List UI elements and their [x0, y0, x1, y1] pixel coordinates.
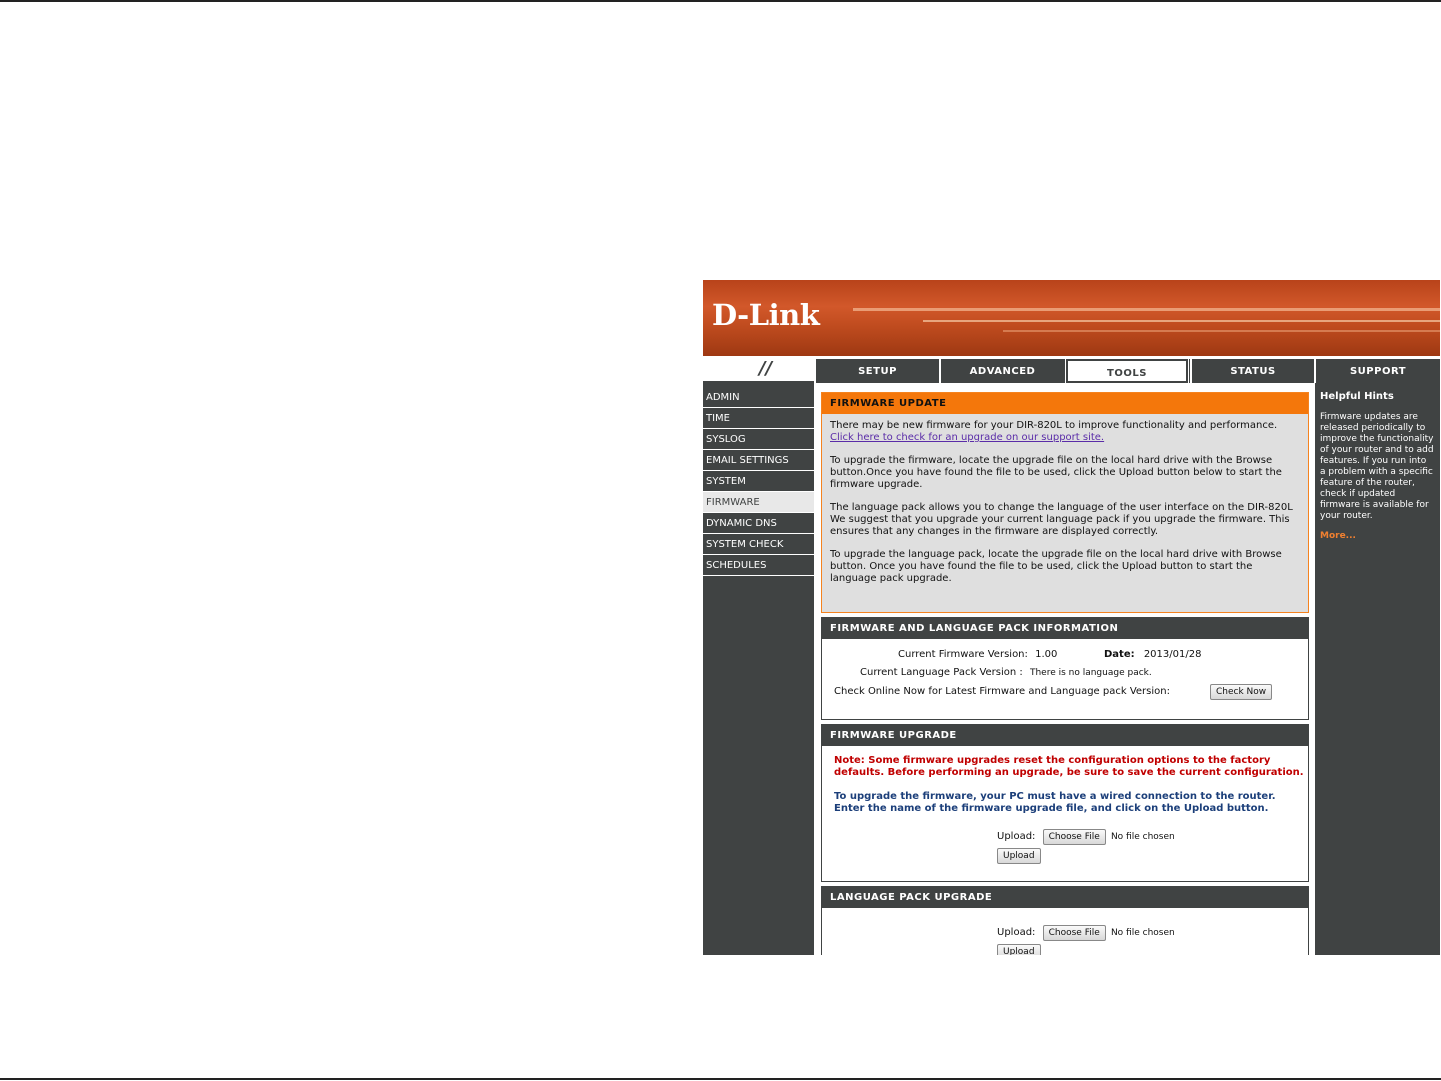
- sidebar-item-schedules[interactable]: SCHEDULES: [703, 555, 814, 576]
- tab-tools[interactable]: TOOLS: [1066, 359, 1188, 383]
- intro-text: There may be new firmware for your DIR-820L to improve functionality and performance.: [830, 420, 1278, 431]
- sidebar-item-firmware[interactable]: FIRMWARE: [703, 492, 814, 513]
- firmware-upgrade-panel: [821, 724, 1309, 882]
- router-ui-screenshot: [703, 280, 1440, 955]
- firmware-version-label: Current Firmware Version:: [898, 649, 1028, 660]
- language-pack-upgrade-panel: [821, 886, 1309, 955]
- language-pack-text: The language pack allows you to change the language of the user interface on the DIR-820L We suggest that you upgrade your current language pack if you upgrade the firmware. This ensures that any changes in the firmware are displayed correctly.: [830, 502, 1293, 537]
- tab-status[interactable]: STATUS: [1190, 359, 1314, 383]
- nav-model-slot: //: [703, 359, 814, 383]
- date-label: Date:: [1104, 649, 1135, 660]
- language-pack-label: Current Language Pack Version :: [860, 667, 1023, 678]
- sidebar: [703, 383, 814, 955]
- main-content: [816, 383, 1314, 955]
- firmware-upgrade-note: Note: Some firmware upgrades reset the configuration options to the factory defaults. Before performing an upgrade, be sure to save the current configuration.: [834, 755, 1304, 778]
- language-upgrade-text: To upgrade the language pack, locate the upgrade file on the local hard drive with Browse button. Once you have found the file to be used, click the Upload button to start the language pack upgrade.: [830, 549, 1282, 584]
- dlink-logo: D-Link: [712, 298, 820, 332]
- top-rule: [0, 0, 1441, 2]
- tab-setup[interactable]: SETUP: [814, 359, 939, 383]
- file-status: No file chosen: [1110, 928, 1175, 938]
- sidebar-item-time[interactable]: TIME: [703, 408, 814, 429]
- sidebar-item-dynamic-dns[interactable]: DYNAMIC DNS: [703, 513, 814, 534]
- sidebar-item-email-settings[interactable]: EMAIL SETTINGS: [703, 450, 814, 471]
- firmware-update-panel: [821, 392, 1309, 613]
- hints-text: Firmware updates are released periodically to improve the functionality of your router and to add features. If you run into a problem with a specific feature of the router, check if updated firmware is available for your router.: [1320, 412, 1434, 521]
- panel-title: LANGUAGE PACK UPGRADE: [822, 887, 1308, 908]
- helpful-hints-panel: [1315, 383, 1440, 955]
- info-panel: [821, 617, 1309, 720]
- support-site-link[interactable]: Click here to check for an upgrade on our support site.: [830, 432, 1105, 443]
- header-banner: [703, 280, 1440, 356]
- upload-label: Upload:: [997, 831, 1036, 842]
- hints-title: Helpful Hints: [1320, 391, 1394, 402]
- file-status: No file chosen: [1110, 832, 1175, 842]
- firmware-instructions-text: To upgrade the firmware, locate the upgrade file on the local hard drive with the Browse button.Once you have found the file to be used, click the Upload button below to start the firmware upgrade.: [830, 455, 1282, 490]
- check-online-label: Check Online Now for Latest Firmware and Language pack Version:: [834, 686, 1170, 697]
- language-pack-value: There is no language pack.: [1029, 668, 1152, 678]
- panel-title: FIRMWARE UPDATE: [822, 393, 1308, 414]
- hints-more-link[interactable]: More...: [1320, 531, 1356, 541]
- tab-advanced[interactable]: ADVANCED: [939, 359, 1064, 383]
- bottom-rule: [0, 1078, 1441, 1080]
- sidebar-item-syslog[interactable]: SYSLOG: [703, 429, 814, 450]
- firmware-version-value: 1.00: [1035, 649, 1058, 660]
- upload-button[interactable]: Upload: [997, 848, 1041, 864]
- panel-title: FIRMWARE AND LANGUAGE PACK INFORMATION: [822, 618, 1308, 639]
- panel-title: FIRMWARE UPGRADE: [822, 725, 1308, 746]
- date-value: 2013/01/28: [1143, 649, 1202, 660]
- upload-button[interactable]: Upload: [997, 944, 1041, 955]
- sidebar-item-system[interactable]: SYSTEM: [703, 471, 814, 492]
- choose-file-button[interactable]: Choose File: [1043, 829, 1106, 845]
- sidebar-item-admin[interactable]: ADMIN: [703, 387, 814, 408]
- sidebar-item-system-check[interactable]: SYSTEM CHECK: [703, 534, 814, 555]
- upload-label: Upload:: [997, 927, 1036, 938]
- firmware-upgrade-instructions: To upgrade the firmware, your PC must have a wired connection to the router. Enter the name of the firmware upgrade file, and click on the Upload button.: [834, 791, 1276, 814]
- top-nav: [703, 359, 1440, 383]
- choose-file-button[interactable]: Choose File: [1043, 925, 1106, 941]
- tab-support[interactable]: SUPPORT: [1314, 359, 1440, 383]
- check-now-button[interactable]: Check Now: [1210, 684, 1272, 700]
